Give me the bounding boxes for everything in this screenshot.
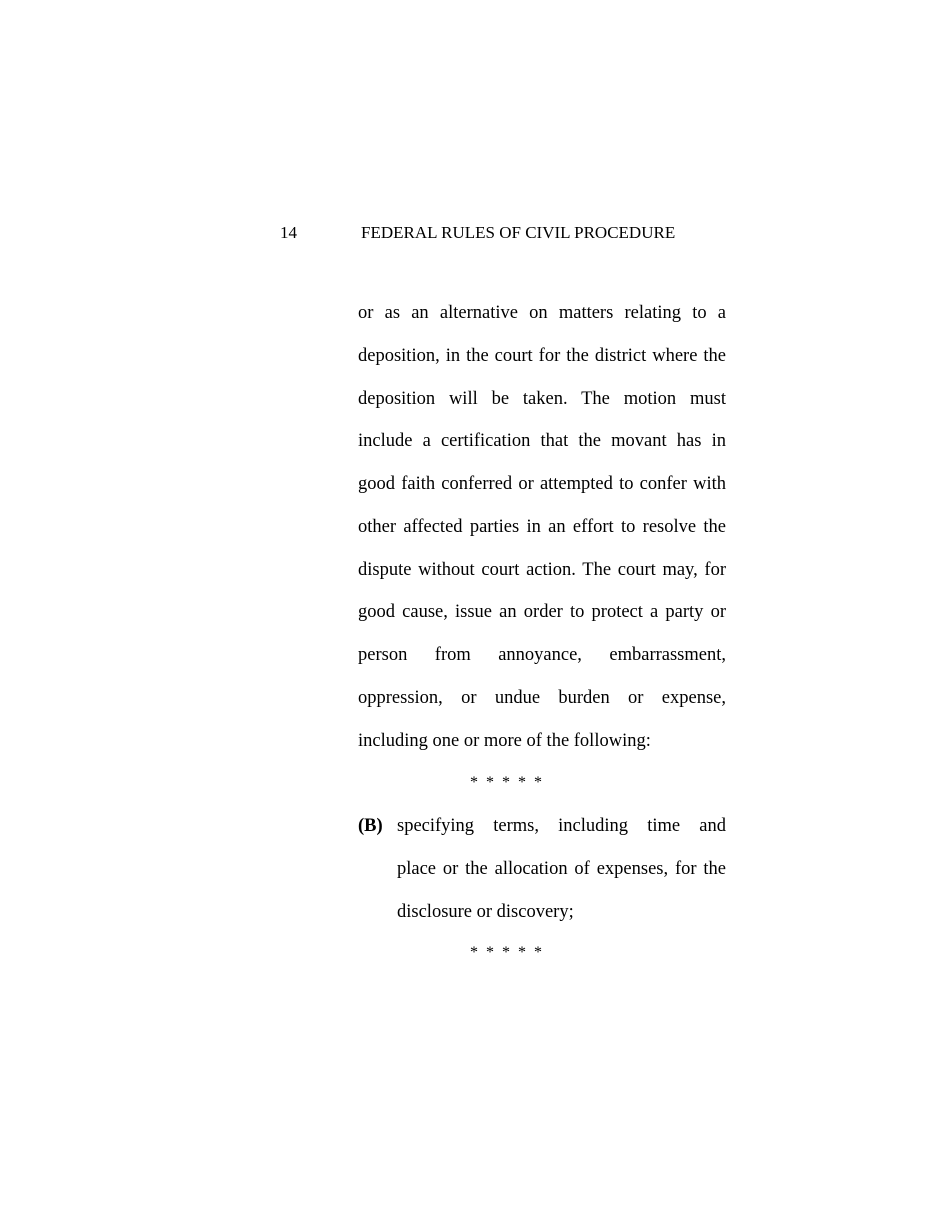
item-line: specifying terms, including time and [397,816,726,836]
paragraph-line: include a certification that the movant has in [358,431,726,451]
running-title: FEDERAL RULES OF CIVIL PROCEDURE [361,223,676,242]
page-number: 14 [280,223,297,242]
paragraph-line: dispute without court action. The court may, for [358,560,726,580]
paragraph-line: or as an alternative on matters relating to a [358,303,726,323]
item-line: place or the allocation of expenses, for the [397,859,726,879]
item-line: disclosure or discovery; [397,902,574,922]
omission-marks: * * * * * [470,944,544,961]
paragraph-line: good faith conferred or attempted to confer with [358,474,726,494]
page-header [280,222,700,244]
paragraph-line: person from annoyance, embarrassment, [358,645,726,665]
omission-marks: * * * * * [470,774,544,791]
paragraph-line: other affected parties in an effort to resolve the [358,517,726,537]
paragraph-line: good cause, issue an order to protect a party or [358,602,726,622]
paragraph-line: including one or more of the following: [358,731,651,751]
paragraph-line: oppression, or undue burden or expense, [358,688,726,708]
paragraph-line: deposition will be taken. The motion must [358,389,726,409]
item-label: (B) [358,816,383,836]
paragraph-line: deposition, in the court for the district where the [358,346,726,366]
